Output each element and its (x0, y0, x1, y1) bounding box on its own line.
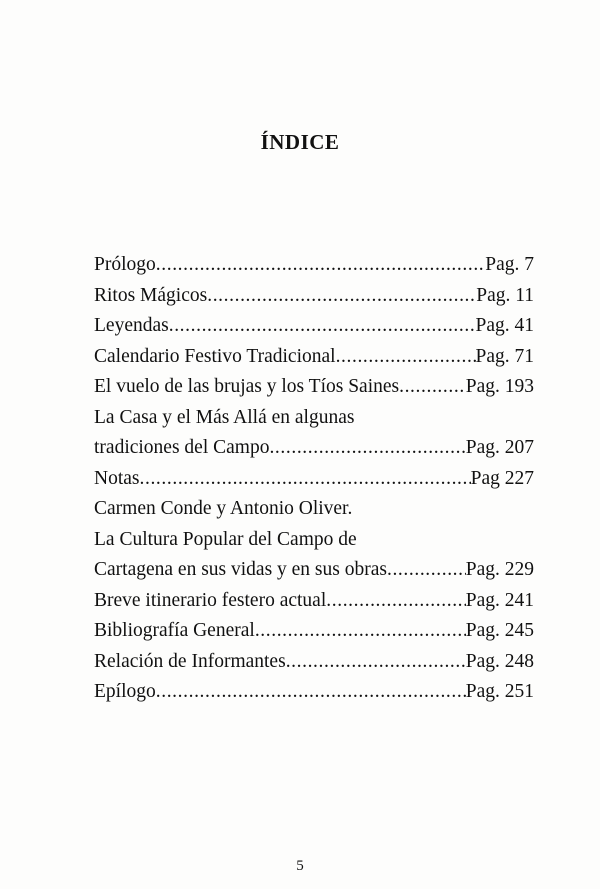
toc-entry-page: Pag. 71 (475, 345, 534, 367)
toc-entry-ritos-magicos (94, 281, 534, 312)
dot-leader (207, 281, 476, 312)
toc-entry-title: Prólogo (94, 254, 156, 275)
dot-leader (326, 586, 465, 617)
toc-entry-page: Pag 227 (470, 467, 534, 489)
toc-entry-page: Pag. 7 (485, 254, 534, 275)
toc-entry-relacion-de-informantes (94, 647, 534, 678)
index-heading: ÍNDICE (260, 130, 340, 154)
toc-entry-title: Notas (94, 467, 140, 489)
dot-leader (156, 250, 485, 281)
dot-leader (336, 342, 476, 373)
toc-entry-cultura-popular (94, 555, 534, 586)
dot-leader (387, 555, 466, 586)
page-number: 5 (296, 858, 304, 874)
toc-entry-page: Pag. 207 (465, 437, 534, 458)
toc-entry-title: Cartagena en sus vidas y en sus obras (94, 559, 387, 580)
toc-entry-page: Pag. 241 (465, 589, 534, 611)
toc-entry-title: Epílogo (94, 681, 156, 702)
toc-entry-page: Pag. 229 (465, 559, 534, 580)
dot-leader (140, 464, 471, 495)
toc-entry-title: Relación de Informantes (94, 650, 286, 672)
toc-entry-title: El vuelo de las brujas y los Tíos Saines (94, 376, 400, 397)
toc-entry-title: Ritos Mágicos (94, 284, 208, 306)
toc-entry-notas (94, 464, 534, 495)
toc-entry-bibliografia (94, 616, 534, 647)
dot-leader (169, 311, 476, 342)
toc-entry-title: tradiciones del Campo (94, 437, 270, 458)
toc-entry-calendario-festivo (94, 342, 534, 373)
toc-entry-title: Leyendas (94, 315, 169, 336)
table-of-contents (94, 250, 534, 708)
toc-entry-page: Pag. 193 (465, 376, 534, 397)
toc-entry-title: Calendario Festivo Tradicional (94, 345, 336, 367)
toc-entry-continuation-line: Carmen Conde y Antonio Oliver. (94, 498, 353, 519)
toc-entry-page: Pag. 245 (465, 620, 534, 641)
toc-entry-page: Pag. 251 (465, 681, 534, 702)
toc-entry-continuation-line: La Casa y el Más Allá en algunas (94, 406, 355, 428)
toc-entry-la-casa-y-el-mas-alla (94, 433, 534, 464)
dot-leader (399, 372, 466, 403)
dot-leader (286, 647, 466, 678)
toc-entry-title: Bibliografía General (94, 620, 255, 641)
dot-leader (269, 433, 465, 464)
dot-leader (156, 677, 466, 708)
toc-entry-epilogo (94, 677, 534, 708)
toc-entry-title: Breve itinerario festero actual (94, 589, 327, 611)
toc-entry-page: Pag. 248 (465, 650, 534, 672)
toc-entry-breve-itinerario (94, 586, 534, 617)
toc-entry-continuation-line: La Cultura Popular del Campo de (94, 528, 357, 550)
dot-leader (255, 616, 466, 647)
toc-entry-page: Pag. 11 (476, 284, 534, 306)
toc-entry-prologo (94, 250, 534, 281)
toc-entry-vuelo-de-las-brujas (94, 372, 534, 403)
toc-entry-page: Pag. 41 (475, 315, 534, 336)
toc-entry-leyendas (94, 311, 534, 342)
